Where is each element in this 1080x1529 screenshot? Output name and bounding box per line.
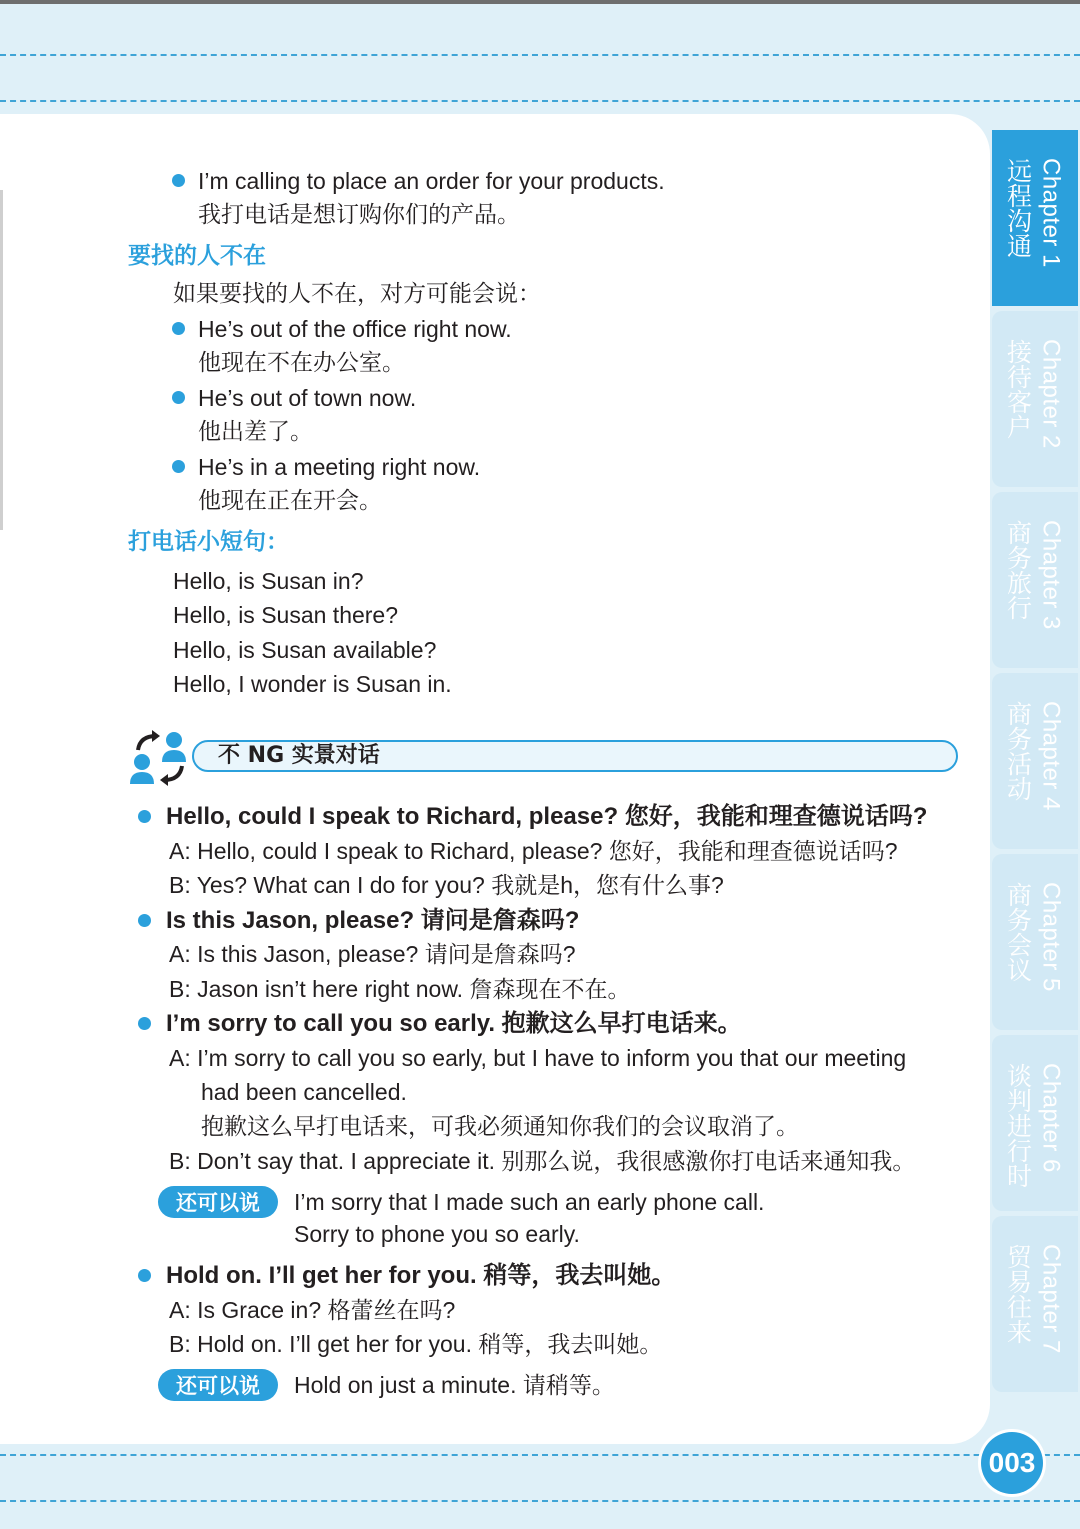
section-lead: 如果要找的人不在，对方可能会说： [173,281,541,307]
alternative-sentence: Sorry to phone you so early. [294,1221,580,1247]
chapter-tab-1[interactable] [992,130,1078,306]
top-edge [0,0,1080,4]
bullet-dot [172,322,185,335]
chapter-tab-en: Chapter 1 [1037,158,1065,268]
top-dashed-line [0,100,1080,102]
chapter-tab-en: Chapter 6 [1037,1063,1065,1173]
example-translation: 他出差了。 [198,419,313,445]
chapter-tab-3[interactable] [992,492,1078,668]
chapter-tab-6[interactable] [992,1035,1078,1211]
dialogue-line-a: A: Is this Jason, please? 请问是詹森吗? [169,941,576,967]
dialogue-line-b: B: Yes? What can I do for you? 我就是h，您有什么事? [169,872,724,898]
chapter-tab-en: Chapter 7 [1037,1244,1065,1354]
dialogue-title: Hello, could I speak to Richard, please? 您好，我能和理查德说话吗? [166,803,928,830]
example-translation: 我打电话是想订购你们的产品。 [198,202,520,228]
example-translation: 他现在正在开会。 [198,488,382,514]
dialogue-line-a-cont: had been cancelled. [201,1079,407,1105]
alternative-sentence: I’m sorry that I made such an early phone call. [294,1189,765,1215]
dialogue-line-a: A: Hello, could I speak to Richard, please? 您好，我能和理查德说话吗? [169,838,898,864]
chapter-tab-5[interactable] [992,854,1078,1030]
bullet-dot [172,391,185,404]
chapter-tab-en: Chapter 2 [1037,339,1065,449]
alternative-badge: 还可以说 [158,1369,278,1401]
bullet-dot [138,1017,151,1030]
chapter-tab-zh: 贸易往来 [1003,1244,1033,1344]
alternative-badge: 还可以说 [158,1186,278,1218]
chapter-tab-zh: 接待客户 [1003,339,1033,439]
example-translation: 他现在不在办公室。 [198,350,405,376]
example-sentence: He’s in a meeting right now. [198,454,481,480]
chapter-tab-en: Chapter 4 [1037,701,1065,811]
chapter-tab-2[interactable] [992,311,1078,487]
phrase: Hello, is Susan there? [173,602,399,628]
dialogue-title: I’m sorry to call you so early. 抱歉这么早打电话来。 [166,1010,742,1037]
section-heading: 要找的人不在 [128,243,266,269]
chapter-tab-7[interactable] [992,1216,1078,1392]
alternative-sentence: Hold on just a minute. 请稍等。 [294,1372,615,1398]
dialogue-line-b: B: Hold on. I’ll get her for you. 稍等，我去叫她。 [169,1331,663,1357]
chapter-tab-zh: 商务会议 [1003,882,1033,982]
chapter-tab-4[interactable] [992,673,1078,849]
page-number: 003 [981,1432,1043,1494]
phrase: Hello, is Susan available? [173,637,437,663]
bullet-dot [172,460,185,473]
chapter-tab-zh: 商务活动 [1003,701,1033,801]
top-dashed-line [0,54,1080,56]
bottom-dashed-line [0,1500,1080,1502]
chapter-tab-zh: 商务旅行 [1003,520,1033,620]
dialogue-line-a: A: I’m sorry to call you so early, but I have to inform you that our meeting [169,1045,907,1071]
dialogue-line-b: B: Don’t say that. I appreciate it. 别那么说，我很感激你打电话来通知我。 [169,1148,916,1174]
section-heading: 打电话小短句： [128,529,289,555]
example-sentence: He’s out of town now. [198,385,417,411]
dialogue-line-a: A: Is Grace in? 格蕾丝在吗? [169,1297,456,1323]
chapter-tab-en: Chapter 5 [1037,882,1065,992]
example-sentence: I’m calling to place an order for your products. [198,168,665,194]
chapter-tab-zh: 远程沟通 [1003,158,1033,258]
dialogue-title: Hold on. I’ll get her for you. 稍等，我去叫她。 [166,1262,676,1289]
phrase: Hello, I wonder is Susan in. [173,671,452,697]
dialogue-line-a-translation: 抱歉这么早打电话来，可我必须通知你我们的会议取消了。 [201,1114,799,1140]
bullet-dot [138,1269,151,1282]
bottom-dashed-line [0,1454,1080,1456]
binding-line [0,190,3,530]
chapter-tab-en: Chapter 3 [1037,520,1065,630]
bullet-dot [172,174,185,187]
section-banner-title: 不 NG 实景对话 [218,743,380,768]
chapter-tab-zh: 谈判进行时 [1003,1063,1033,1188]
people-exchange-icon [126,728,194,786]
bullet-dot [138,810,151,823]
dialogue-line-b: B: Jason isn’t here right now. 詹森现在不在。 [169,976,631,1002]
phrase: Hello, is Susan in? [173,568,364,594]
dialogue-title: Is this Jason, please? 请问是詹森吗? [166,907,580,934]
bullet-dot [138,914,151,927]
example-sentence: He’s out of the office right now. [198,316,512,342]
